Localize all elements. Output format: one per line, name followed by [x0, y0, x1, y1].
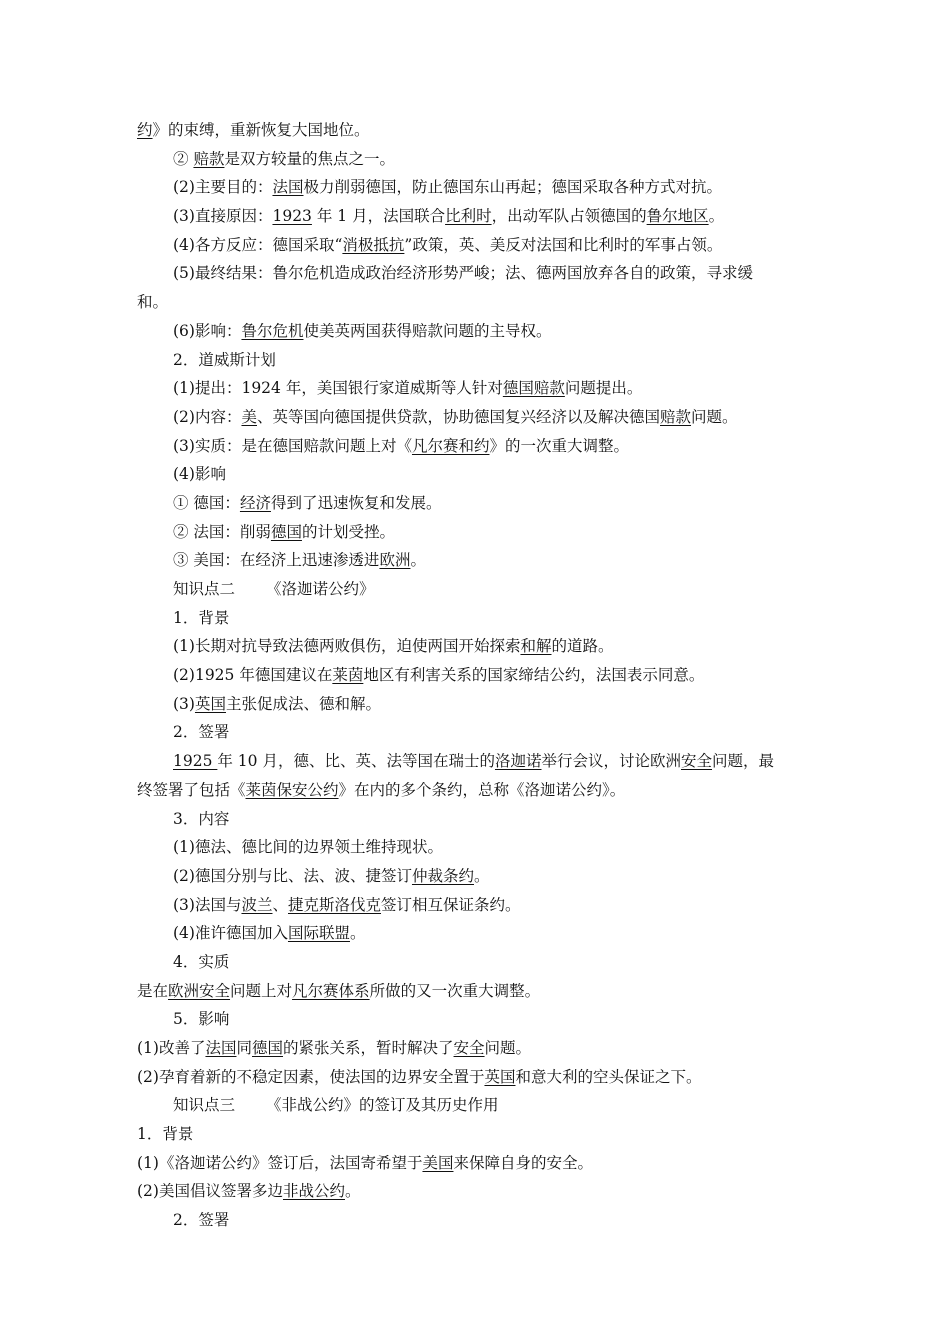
- text-segment: (5)最终结果：鲁尔危机造成政治经济形势严峻；法、德两国放弃各自的政策，寻求缓: [173, 264, 753, 283]
- text-line: [137, 1005, 817, 1034]
- text-line: [137, 891, 817, 920]
- underlined-keyword: 国际联盟: [287, 924, 350, 943]
- text-line: [137, 202, 817, 231]
- underlined-keyword: 莱茵保安公约: [245, 780, 339, 799]
- text-segment: 举行会议，讨论欧洲: [541, 752, 681, 771]
- text-segment: 年 10 月，德、比、英、法等国在瑞士的: [217, 752, 495, 771]
- text-line: [137, 546, 817, 575]
- underlined-keyword: 赔款: [660, 407, 692, 426]
- text-segment: 的计划受挫。: [301, 522, 395, 541]
- text-segment: (3)实质：是在德国赔款问题上对《: [173, 436, 412, 455]
- text-segment: 是双方较量的焦点之一。: [224, 149, 395, 168]
- underlined-keyword: 莱茵: [332, 666, 364, 685]
- underlined-keyword: 鲁尔危机: [241, 321, 304, 340]
- text-segment: 的道路。: [551, 637, 614, 656]
- text-segment: 。: [410, 551, 426, 570]
- underlined-keyword: 洛迦诺: [494, 752, 542, 771]
- text-line: [137, 1091, 817, 1120]
- text-segment: (1)德法、德比间的边界领土维持现状。: [173, 838, 443, 857]
- text-segment: 、英等国向德国提供贷款，协助德国复兴经济以及解决德国: [256, 407, 660, 426]
- underlined-keyword: 非战公约: [282, 1182, 345, 1201]
- underlined-keyword: 德国赔款: [502, 379, 565, 398]
- text-segment: ③ 美国：在经济上迅速渗透进: [173, 551, 380, 570]
- text-segment: (2)1925 年德国建议在: [173, 666, 333, 685]
- text-segment: 。: [473, 866, 490, 885]
- text-segment: 主张促成法、德和解。: [225, 694, 381, 713]
- underlined-keyword: 和解: [520, 637, 552, 656]
- text-line: [137, 747, 817, 776]
- text-segment: 《洛迦诺公约》: [266, 580, 375, 598]
- text-line: [137, 862, 817, 891]
- text-line: [137, 718, 817, 747]
- text-line: [137, 833, 817, 862]
- text-segment: 2．签署: [173, 1211, 230, 1230]
- underlined-keyword: 欧洲安全: [168, 981, 231, 1000]
- underlined-keyword: 欧洲: [379, 551, 411, 570]
- text-segment: 和意大利的空头保证之下。: [515, 1067, 702, 1086]
- text-segment: ① 德国：: [173, 493, 240, 512]
- text-line: [137, 1206, 817, 1235]
- text-segment: (2)内容：: [173, 407, 242, 426]
- text-segment: ”政策，英、美反对法国和比利时的军事占领。: [404, 235, 723, 254]
- underlined-keyword: 凡尔赛和约: [411, 436, 490, 455]
- underlined-keyword: 德国: [270, 522, 302, 541]
- underlined-keyword: 约: [137, 121, 153, 139]
- underlined-keyword: 美国: [422, 1153, 454, 1172]
- text-line: [137, 460, 817, 489]
- text-segment: (4)各方反应：德国采取“: [173, 235, 343, 254]
- text-segment: 使美英两国获得赔款问题的主导权。: [303, 321, 552, 340]
- text-segment: 地区有利害关系的国家缔结公约，法国表示同意。: [363, 666, 705, 685]
- text-segment: 和。: [137, 293, 169, 312]
- text-segment: (3): [173, 694, 195, 713]
- text-line: [137, 805, 817, 834]
- text-line: [137, 518, 817, 547]
- text-segment: 所做的又一次重大调整。: [369, 981, 541, 1000]
- text-line: [137, 575, 817, 604]
- text-segment: ②: [173, 149, 194, 168]
- text-segment: (6)影响：: [173, 321, 242, 340]
- text-segment: 4．实质: [173, 952, 230, 971]
- text-segment: 知识点三: [173, 1096, 236, 1115]
- text-line: [137, 1063, 817, 1092]
- underlined-keyword: 波兰: [241, 895, 273, 914]
- underlined-keyword: 消极抵抗: [342, 235, 405, 254]
- text-segment: 2．道威斯计划: [173, 350, 276, 369]
- text-segment: 的紧张关系，暂时解决了: [283, 1039, 454, 1057]
- text-segment: (1)长期对抗导致法德两败俱伤，迫使两国开始探索: [173, 637, 521, 656]
- text-segment: (4)影响: [173, 465, 226, 484]
- text-segment: (2)主要目的：: [173, 178, 273, 197]
- text-segment: 》的束缚，重新恢复大国地位。: [152, 121, 370, 139]
- underlined-keyword: 安全: [453, 1039, 485, 1057]
- underlined-keyword: 凡尔赛体系: [292, 981, 370, 1000]
- underlined-keyword: 捷克斯洛伐克: [288, 895, 382, 914]
- text-segment: 得到了迅速恢复和发展。: [270, 493, 442, 512]
- text-line: [137, 1177, 817, 1206]
- text-segment: 》的一次重大调整。: [489, 436, 629, 455]
- text-segment: 是在: [137, 981, 169, 1000]
- text-segment: (1)提出：1924 年，美国银行家道威斯等人针对: [173, 379, 503, 398]
- text-line: [137, 604, 817, 633]
- text-segment: 《非战公约》的签订及其历史作用: [266, 1096, 499, 1115]
- underlined-keyword: 美: [241, 407, 257, 426]
- text-line: [137, 259, 817, 288]
- text-line: [137, 374, 817, 403]
- text-line: [137, 489, 817, 518]
- text-line: [137, 231, 817, 260]
- text-segment: (3)法国与: [173, 895, 242, 914]
- text-segment: 问题，最: [712, 752, 775, 771]
- text-segment: (2)孕育着新的不稳定因素，使法国的边界安全置于: [137, 1067, 485, 1086]
- text-line: [137, 432, 817, 461]
- text-line: [137, 919, 817, 948]
- underlined-keyword: 德国: [252, 1039, 284, 1057]
- text-segment: 2．签署: [173, 723, 230, 742]
- text-line: [137, 346, 817, 375]
- text-segment: 问题。: [691, 407, 738, 426]
- underlined-keyword: 法国: [272, 178, 304, 197]
- text-line: [137, 1120, 817, 1149]
- text-segment: 》在内的多个条约，总称《洛迦诺公约》。: [338, 780, 626, 799]
- text-line: [137, 948, 817, 977]
- text-segment: (4)准许德国加入: [173, 924, 288, 943]
- text-segment: 同: [236, 1039, 252, 1057]
- underlined-keyword: 英国: [484, 1067, 516, 1086]
- underlined-keyword: 1923: [272, 207, 312, 226]
- text-segment: 年 1 月，法国联合: [311, 207, 446, 226]
- underlined-keyword: 英国: [194, 694, 226, 713]
- text-segment: 问题提出。: [564, 379, 643, 398]
- underlined-keyword: 仲裁条约: [411, 866, 474, 885]
- text-line: [137, 661, 817, 690]
- text-segment: 。: [349, 924, 366, 943]
- text-segment: (1)《洛迦诺公约》签订后，法国寄希望于: [137, 1153, 423, 1172]
- text-segment: 签订相互保证条约。: [381, 895, 521, 914]
- underlined-keyword: 安全: [681, 752, 713, 771]
- text-line: [137, 403, 817, 432]
- text-segment: 问题上对: [230, 981, 293, 1000]
- text-line: [137, 173, 817, 202]
- text-line: [137, 690, 817, 719]
- underlined-keyword: 比利时: [445, 207, 492, 226]
- text-line: [137, 145, 817, 174]
- text-line: [137, 288, 817, 317]
- text-segment: 终签署了包括《: [137, 780, 246, 799]
- text-segment: 极力削弱德国，防止德国东山再起；德国采取各种方式对抗。: [303, 178, 722, 197]
- text-segment: 、: [272, 895, 288, 914]
- text-segment: 。: [344, 1182, 361, 1201]
- text-segment: 问题。: [484, 1039, 532, 1057]
- text-segment: ，出动军队占领德国的: [491, 207, 647, 226]
- text-line: [137, 776, 817, 805]
- text-line: [137, 632, 817, 661]
- underlined-keyword: 赔款: [193, 149, 225, 168]
- underlined-keyword: 法国: [205, 1039, 237, 1057]
- text-segment: 1．背景: [173, 608, 230, 627]
- document-body: [137, 116, 817, 1235]
- text-line: [137, 977, 817, 1006]
- text-segment: (1)改善了: [137, 1039, 206, 1057]
- text-segment: (2)美国倡议签署多边: [137, 1182, 283, 1201]
- text-line: [137, 317, 817, 346]
- text-segment: 1．背景: [137, 1125, 194, 1144]
- text-line: [137, 1149, 817, 1178]
- text-segment: (3)直接原因：: [173, 207, 273, 226]
- text-segment: 。: [708, 207, 725, 226]
- text-segment: 5．影响: [173, 1010, 230, 1029]
- text-segment: ② 法国：削弱: [173, 522, 271, 541]
- text-segment: 知识点二: [173, 580, 236, 598]
- text-line: [137, 1034, 817, 1063]
- text-segment: 来保障自身的安全。: [453, 1153, 593, 1172]
- text-line: [137, 116, 817, 145]
- text-segment: (2)德国分别与比、法、波、捷签订: [173, 866, 412, 885]
- underlined-keyword: 鲁尔地区: [646, 207, 709, 226]
- text-segment: 3．内容: [173, 809, 230, 828]
- underlined-keyword: 经济: [239, 493, 271, 512]
- underlined-keyword: 1925: [173, 752, 218, 771]
